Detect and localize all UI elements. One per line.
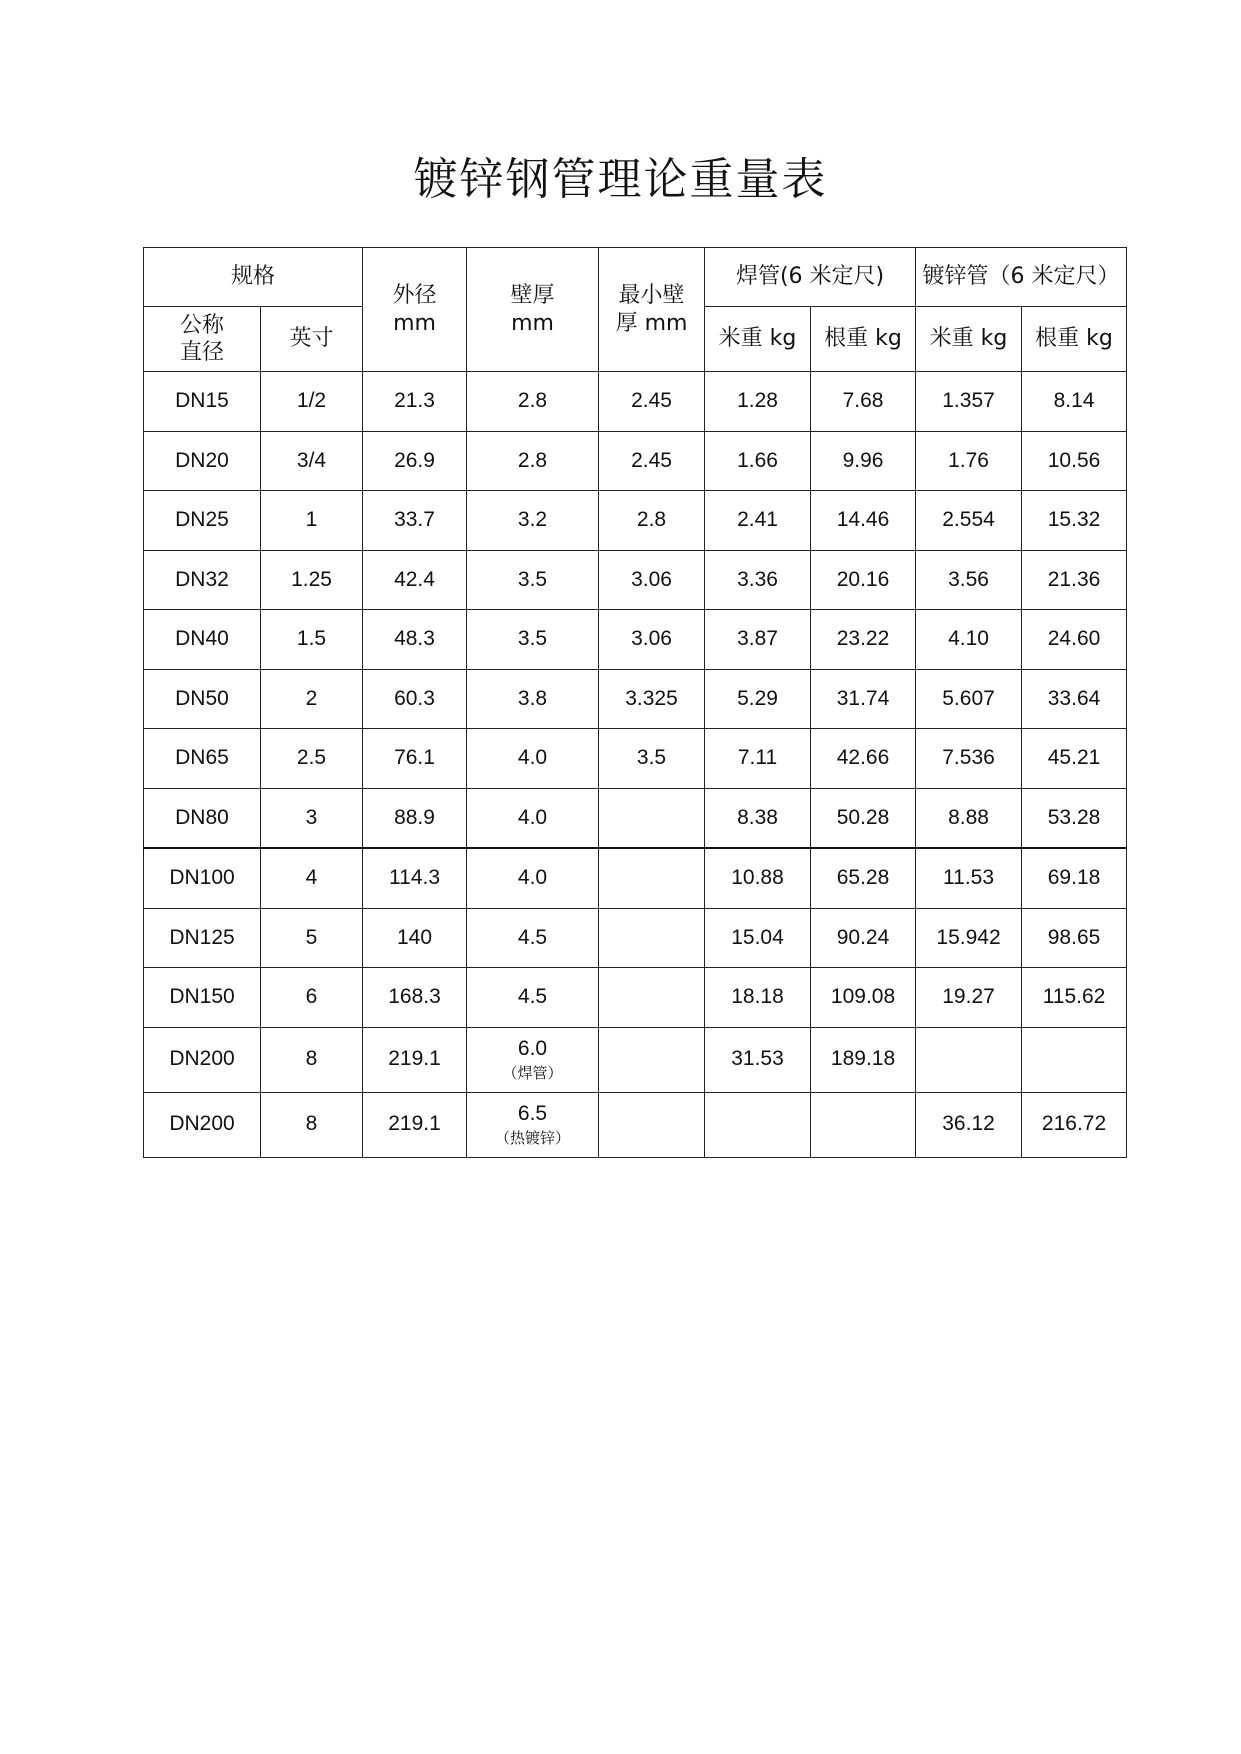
cell-od: 42.4: [363, 550, 467, 610]
cell-galv-meter: 36.12: [916, 1092, 1022, 1157]
header-inch: 英寸: [261, 307, 363, 372]
cell-galv-meter: 7.536: [916, 729, 1022, 789]
cell-galv-piece: 69.18: [1022, 848, 1127, 908]
cell-inch: 1/2: [261, 372, 363, 432]
cell-min-wall: [599, 908, 705, 968]
cell-wall: 3.5: [467, 550, 599, 610]
cell-inch: 8: [261, 1027, 363, 1092]
page-title: 镀锌钢管理论重量表: [413, 154, 828, 205]
cell-welded-meter: 15.04: [705, 908, 811, 968]
cell-galv-meter: 5.607: [916, 669, 1022, 729]
table-row: [144, 788, 1127, 848]
cell-welded-meter: 5.29: [705, 669, 811, 729]
cell-galv-meter: 19.27: [916, 968, 1022, 1028]
cell-welded-piece: 109.08: [811, 968, 916, 1028]
cell-welded-piece: 50.28: [811, 788, 916, 848]
cell-galv-piece: 45.21: [1022, 729, 1127, 789]
table-row: [144, 908, 1127, 968]
cell-inch: 1: [261, 491, 363, 551]
cell-dn: DN100: [144, 848, 261, 908]
cell-welded-piece: 23.22: [811, 610, 916, 670]
cell-wall: [467, 1027, 599, 1092]
table-row: [144, 372, 1127, 432]
cell-galv-piece: 115.62: [1022, 968, 1127, 1028]
cell-od: 76.1: [363, 729, 467, 789]
cell-wall-note: （焊管）: [502, 1063, 563, 1082]
table-row: [144, 1092, 1127, 1157]
cell-welded-piece: 14.46: [811, 491, 916, 551]
cell-galv-meter: 3.56: [916, 550, 1022, 610]
cell-dn: DN25: [144, 491, 261, 551]
header-min-wall: [599, 248, 705, 372]
cell-welded-piece: [811, 1092, 916, 1157]
table-row: [144, 669, 1127, 729]
cell-galv-piece: 24.60: [1022, 610, 1127, 670]
cell-dn: DN80: [144, 788, 261, 848]
cell-inch: 3/4: [261, 431, 363, 491]
cell-galv-meter: 2.554: [916, 491, 1022, 551]
header-welded-group: 焊管(6 米定尺): [705, 248, 916, 307]
table-row: [144, 550, 1127, 610]
cell-welded-piece: 7.68: [811, 372, 916, 432]
cell-wall: 3.5: [467, 610, 599, 670]
header-welded-piece: 根重 kg: [811, 307, 916, 372]
cell-dn: DN200: [144, 1027, 261, 1092]
cell-od: 60.3: [363, 669, 467, 729]
header-min-wall-text: 最小壁 厚 mm: [615, 283, 688, 336]
cell-wall-note: （热镀锌）: [495, 1128, 571, 1147]
cell-od: 26.9: [363, 431, 467, 491]
cell-welded-meter: 1.66: [705, 431, 811, 491]
cell-od: 21.3: [363, 372, 467, 432]
cell-welded-meter: [705, 1092, 811, 1157]
cell-welded-piece: 42.66: [811, 729, 916, 789]
cell-welded-meter: 2.41: [705, 491, 811, 551]
cell-dn: DN65: [144, 729, 261, 789]
header-outer-diameter-text: 外径 mm: [392, 283, 437, 336]
cell-inch: 4: [261, 848, 363, 908]
table-row: [144, 968, 1127, 1028]
header-nominal-text: 公称 直径: [179, 312, 224, 365]
cell-galv-piece: 15.32: [1022, 491, 1127, 551]
cell-galv-meter: 4.10: [916, 610, 1022, 670]
cell-galv-piece: 98.65: [1022, 908, 1127, 968]
cell-wall: 4.5: [467, 908, 599, 968]
cell-min-wall: 3.5: [599, 729, 705, 789]
cell-galv-meter: 11.53: [916, 848, 1022, 908]
cell-dn: DN40: [144, 610, 261, 670]
header-nominal: [144, 307, 261, 372]
cell-min-wall: [599, 1092, 705, 1157]
cell-galv-meter: 15.942: [916, 908, 1022, 968]
cell-welded-piece: 189.18: [811, 1027, 916, 1092]
table-row: [144, 848, 1127, 908]
cell-min-wall: [599, 848, 705, 908]
cell-inch: 2.5: [261, 729, 363, 789]
cell-inch: 2: [261, 669, 363, 729]
table-row: [144, 431, 1127, 491]
cell-wall: 2.8: [467, 431, 599, 491]
cell-galv-piece: 21.36: [1022, 550, 1127, 610]
table-row: [144, 491, 1127, 551]
cell-od: 219.1: [363, 1027, 467, 1092]
cell-galv-piece: 53.28: [1022, 788, 1127, 848]
cell-dn: DN15: [144, 372, 261, 432]
header-welded-meter: 米重 kg: [705, 307, 811, 372]
cell-wall: 4.0: [467, 729, 599, 789]
cell-wall: 4.0: [467, 848, 599, 908]
cell-dn: DN150: [144, 968, 261, 1028]
cell-od: 33.7: [363, 491, 467, 551]
cell-min-wall: [599, 968, 705, 1028]
cell-inch: 1.25: [261, 550, 363, 610]
cell-min-wall: [599, 788, 705, 848]
cell-welded-meter: 7.11: [705, 729, 811, 789]
cell-welded-piece: 9.96: [811, 431, 916, 491]
header-wall-thickness: [467, 248, 599, 372]
cell-galv-meter: 1.76: [916, 431, 1022, 491]
cell-min-wall: 3.325: [599, 669, 705, 729]
cell-wall: [467, 1092, 599, 1157]
header-galvanized-group: 镀锌管（6 米定尺）: [916, 248, 1127, 307]
header-outer-diameter: [363, 248, 467, 372]
cell-od: 48.3: [363, 610, 467, 670]
cell-wall: 3.8: [467, 669, 599, 729]
cell-welded-piece: 65.28: [811, 848, 916, 908]
cell-welded-meter: 8.38: [705, 788, 811, 848]
cell-inch: 8: [261, 1092, 363, 1157]
cell-min-wall: 2.45: [599, 372, 705, 432]
cell-inch: 1.5: [261, 610, 363, 670]
cell-galv-piece: 8.14: [1022, 372, 1127, 432]
cell-galv-piece: 10.56: [1022, 431, 1127, 491]
cell-wall: 2.8: [467, 372, 599, 432]
cell-od: 114.3: [363, 848, 467, 908]
cell-wall-value: 6.5: [517, 1102, 548, 1126]
cell-inch: 5: [261, 908, 363, 968]
cell-od: 219.1: [363, 1092, 467, 1157]
cell-wall: 4.0: [467, 788, 599, 848]
table-row: [144, 1027, 1127, 1092]
cell-od: 168.3: [363, 968, 467, 1028]
cell-galv-piece: 216.72: [1022, 1092, 1127, 1157]
cell-min-wall: 2.45: [599, 431, 705, 491]
cell-dn: DN200: [144, 1092, 261, 1157]
cell-galv-piece: 33.64: [1022, 669, 1127, 729]
cell-welded-meter: 3.36: [705, 550, 811, 610]
cell-galv-meter: 1.357: [916, 372, 1022, 432]
header-galv-piece: 根重 kg: [1022, 307, 1127, 372]
cell-welded-meter: 1.28: [705, 372, 811, 432]
table-row: [144, 610, 1127, 670]
cell-welded-meter: 31.53: [705, 1027, 811, 1092]
cell-inch: 3: [261, 788, 363, 848]
cell-wall: 4.5: [467, 968, 599, 1028]
cell-od: 140: [363, 908, 467, 968]
cell-welded-meter: 3.87: [705, 610, 811, 670]
cell-od: 88.9: [363, 788, 467, 848]
cell-min-wall: 2.8: [599, 491, 705, 551]
cell-dn: DN20: [144, 431, 261, 491]
cell-welded-meter: 18.18: [705, 968, 811, 1028]
header-galv-meter: 米重 kg: [916, 307, 1022, 372]
cell-dn: DN50: [144, 669, 261, 729]
cell-wall-value: 6.0: [517, 1037, 548, 1061]
cell-welded-piece: 90.24: [811, 908, 916, 968]
table-row: [144, 729, 1127, 789]
header-spec: 规格: [144, 248, 363, 307]
cell-min-wall: [599, 1027, 705, 1092]
cell-wall: 3.2: [467, 491, 599, 551]
cell-welded-piece: 31.74: [811, 669, 916, 729]
cell-min-wall: 3.06: [599, 550, 705, 610]
cell-galv-piece: [1022, 1027, 1127, 1092]
cell-inch: 6: [261, 968, 363, 1028]
cell-welded-meter: 10.88: [705, 848, 811, 908]
weight-table: [143, 247, 1127, 1158]
cell-galv-meter: [916, 1027, 1022, 1092]
cell-dn: DN32: [144, 550, 261, 610]
header-wall-thickness-text: 壁厚 mm: [510, 283, 555, 336]
cell-galv-meter: 8.88: [916, 788, 1022, 848]
cell-min-wall: 3.06: [599, 610, 705, 670]
cell-dn: DN125: [144, 908, 261, 968]
cell-welded-piece: 20.16: [811, 550, 916, 610]
